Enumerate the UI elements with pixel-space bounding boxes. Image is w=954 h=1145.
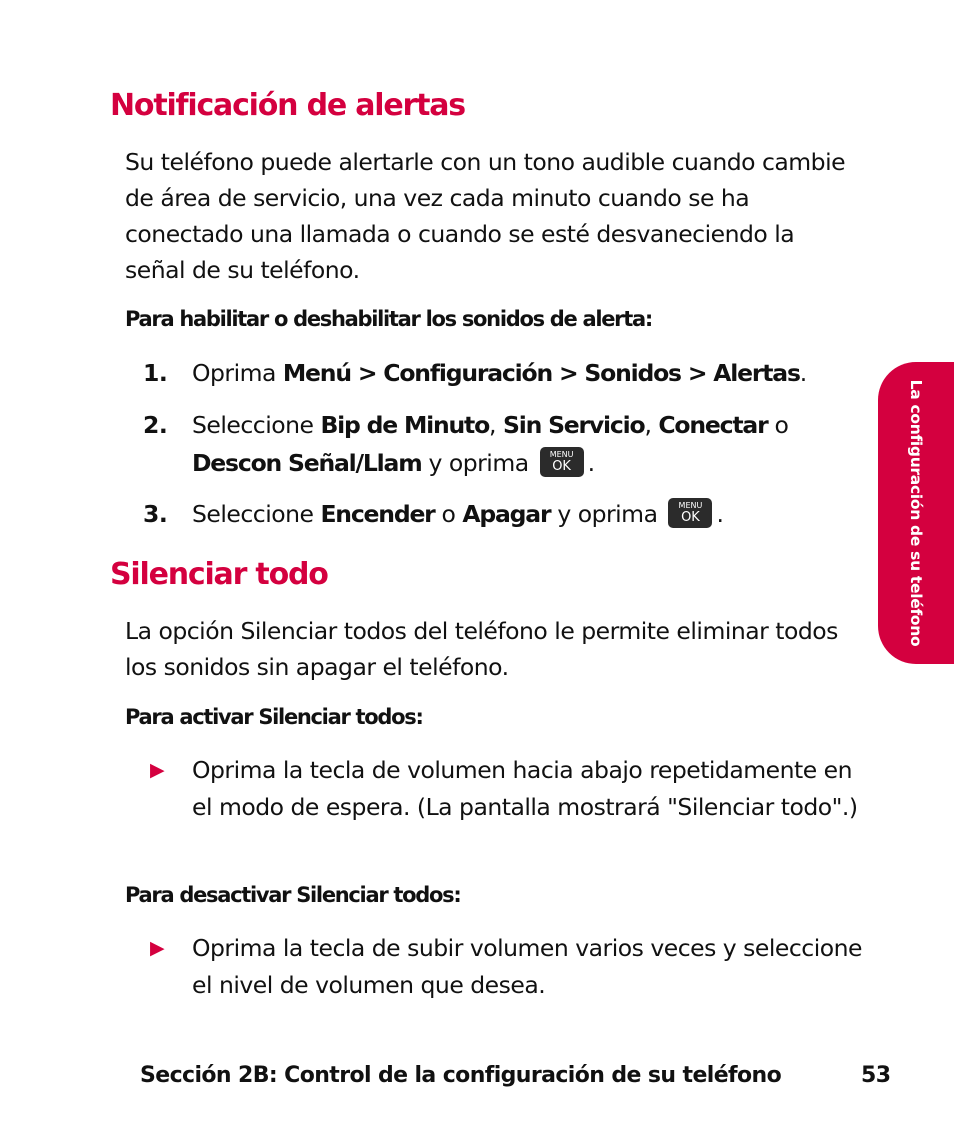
menu-ok-key-icon: MENU OK — [668, 498, 712, 528]
bullet-text: Oprima la tecla de subir volumen varios veces y seleccione el nivel de volumen que desea. — [192, 934, 862, 999]
option-signal-fade: Descon Señal/Llam — [192, 449, 422, 477]
chapter-side-tab — [878, 362, 954, 664]
menu-path: Menú > Configuración > Sonidos > Alertas — [282, 359, 800, 387]
section-title-silence-all: Silenciar todo — [110, 557, 328, 592]
bullet-arrow-icon: ▶ — [150, 759, 165, 781]
section-title-alert-notification: Notificación de alertas — [110, 88, 465, 123]
step-text: Oprima Menú > Configuración > Sonidos > Alertas. — [192, 359, 807, 387]
chapter-tab-label: La configuración de su teléfono — [907, 379, 925, 647]
step-text: Seleccione Encender o Apagar y oprima MENU OK . — [192, 495, 867, 533]
option-minute-beep: Bip de Minuto — [320, 411, 490, 439]
step-number: 1. — [143, 359, 168, 387]
silence-intro-paragraph: La opción Silenciar todos del teléfono le permite eliminar todos los sonidos sin apagar el teléfono. — [125, 617, 838, 681]
deactivate-silence-heading: Para desactivar Silenciar todos: — [125, 883, 461, 907]
option-no-service: Sin Servicio — [502, 411, 645, 439]
footer-section-label: Sección 2B: Control de la configuración de su teléfono — [140, 1063, 782, 1088]
activate-silence-heading: Para activar Silenciar todos: — [125, 705, 423, 729]
menu-ok-key-icon: MENU OK — [540, 447, 584, 477]
page-number: 53 — [861, 1063, 891, 1088]
step-number: 3. — [143, 500, 168, 528]
option-on: Encender — [320, 500, 435, 528]
step-number: 2. — [143, 411, 168, 439]
option-off: Apagar — [462, 500, 551, 528]
alert-instructions-heading: Para habilitar o deshabilitar los sonidos de alerta: — [125, 307, 652, 331]
bullet-arrow-icon: ▶ — [150, 937, 165, 959]
bullet-text: Oprima la tecla de volumen hacia abajo repetidamente en el modo de espera. (La pantalla mostrará "Silenciar todo".) — [192, 756, 858, 821]
alert-intro-paragraph: Su teléfono puede alertarle con un tono audible cuando cambie de área de servicio, una vez cada minuto cuando se ha conectado una llamada o cuando se esté desvaneciendo la señal de su teléfono. — [125, 148, 846, 284]
step-text: Seleccione Bip de Minuto, Sin Servicio, Conectar o Descon Señal/Llam y oprima MENU OK . — [192, 411, 789, 477]
option-connect: Conectar — [658, 411, 768, 439]
